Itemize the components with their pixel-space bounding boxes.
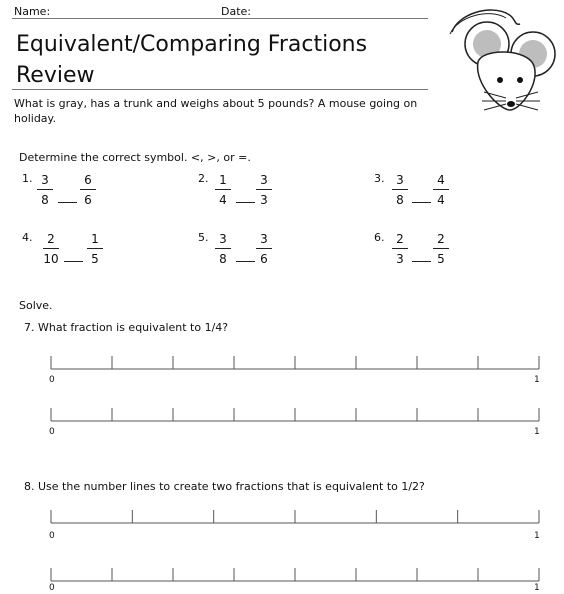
- problem-number: 4.: [22, 231, 33, 244]
- number-line-end-label: 1: [534, 427, 540, 437]
- fraction-right: 3 3: [253, 172, 275, 208]
- question-8: 8. Use the number lines to create two fractions that is equivalent to 1/2?: [24, 480, 425, 493]
- problem-number: 6.: [374, 231, 385, 244]
- question-7: 7. What fraction is equivalent to 1/4?: [24, 321, 229, 334]
- number-line-start-label: 0: [49, 375, 55, 385]
- number-line-end-label: 1: [534, 531, 540, 541]
- problem-number: 5.: [198, 231, 209, 244]
- fraction-right: 3 6: [253, 231, 275, 267]
- answer-blank[interactable]: [412, 261, 431, 262]
- riddle-line2: holiday.: [14, 112, 56, 125]
- fraction-left: 3 8: [34, 172, 56, 208]
- fraction-right: 2 5: [430, 231, 452, 267]
- fraction-left: 1 4: [212, 172, 234, 208]
- title-divider: [12, 89, 428, 90]
- fraction-right: 6 6: [77, 172, 99, 208]
- problem-number: 1.: [22, 172, 33, 185]
- date-label: Date:: [221, 5, 251, 18]
- number-line-start-label: 0: [49, 583, 55, 593]
- name-label: Name:: [14, 5, 51, 18]
- solve-heading: Solve.: [19, 299, 53, 312]
- number-line-start-label: 0: [49, 531, 55, 541]
- fraction-left: 3 8: [389, 172, 411, 208]
- fraction-left: 2 10: [43, 232, 59, 266]
- name-date-line[interactable]: [12, 18, 428, 19]
- number-line-3[interactable]: [50, 509, 540, 525]
- number-line-4[interactable]: [50, 567, 540, 583]
- worksheet-title-line2: Review: [16, 63, 95, 88]
- number-line-start-label: 0: [49, 427, 55, 437]
- number-line-1[interactable]: [50, 355, 540, 371]
- worksheet-title-line1: Equivalent/Comparing Fractions: [16, 32, 368, 57]
- answer-blank[interactable]: [58, 202, 77, 203]
- fraction-left: 3 8: [212, 231, 234, 267]
- problem-number: 2.: [198, 172, 209, 185]
- number-line-2[interactable]: [50, 407, 540, 423]
- comparison-instruction: Determine the correct symbol. <, >, or =.: [19, 151, 251, 164]
- riddle-line1: What is gray, has a trunk and weighs about 5 pounds? A mouse going on: [14, 97, 418, 110]
- fraction-right: 4 4: [430, 172, 452, 208]
- fraction-right: 1 5: [84, 231, 106, 267]
- answer-blank[interactable]: [64, 261, 83, 262]
- mouse-icon: [430, 0, 560, 122]
- answer-blank[interactable]: [412, 202, 431, 203]
- number-line-end-label: 1: [534, 583, 540, 593]
- number-line-end-label: 1: [534, 375, 540, 385]
- fraction-left: 2 3: [389, 231, 411, 267]
- problem-number: 3.: [374, 172, 385, 185]
